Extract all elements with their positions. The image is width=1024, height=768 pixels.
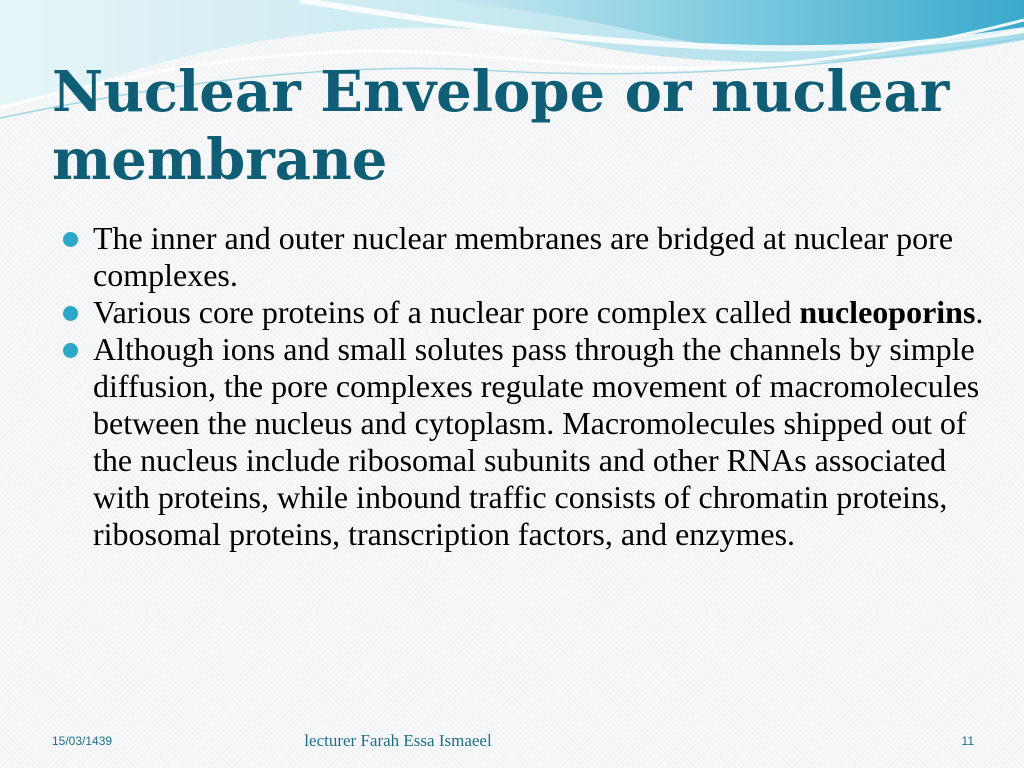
bullet-text: The inner and outer nuclear membranes are bridged at nuclear pore complexes. [93, 220, 954, 293]
bullet-text: Various core proteins of a nuclear pore complex called [93, 294, 800, 330]
bullet-text: Although ions and small solutes pass through the channels by simple diffusion, the pore complexes regulate movement of macromolecules between the nucleus and cytoplasm. Macromolecules shipped out of the nucleus include ribosomal subunits and other RNAs associated with proteins, while inbound traffic consists of chromatin proteins, ribosomal proteins, transcription factors, and enzymes. [93, 331, 980, 552]
bullet-bold-term: nucleoporins [799, 294, 976, 330]
slide-title: Nuclear Envelope or nuclear membrane [52, 59, 950, 193]
footer-date: 15/03/1439 [52, 734, 113, 748]
bullet-text-end: . [975, 294, 984, 330]
bullet-item [62, 331, 992, 553]
footer-author: lecturer Farah Essa Ismaeel [304, 731, 492, 750]
bullet-dot-icon [63, 343, 78, 358]
bullet-dot-icon [63, 306, 78, 321]
bullet-dot-icon [63, 232, 78, 247]
bullet-item [62, 294, 992, 331]
bullet-item [62, 220, 992, 294]
page-number: 11 [961, 734, 974, 748]
bullet-list [62, 220, 992, 553]
